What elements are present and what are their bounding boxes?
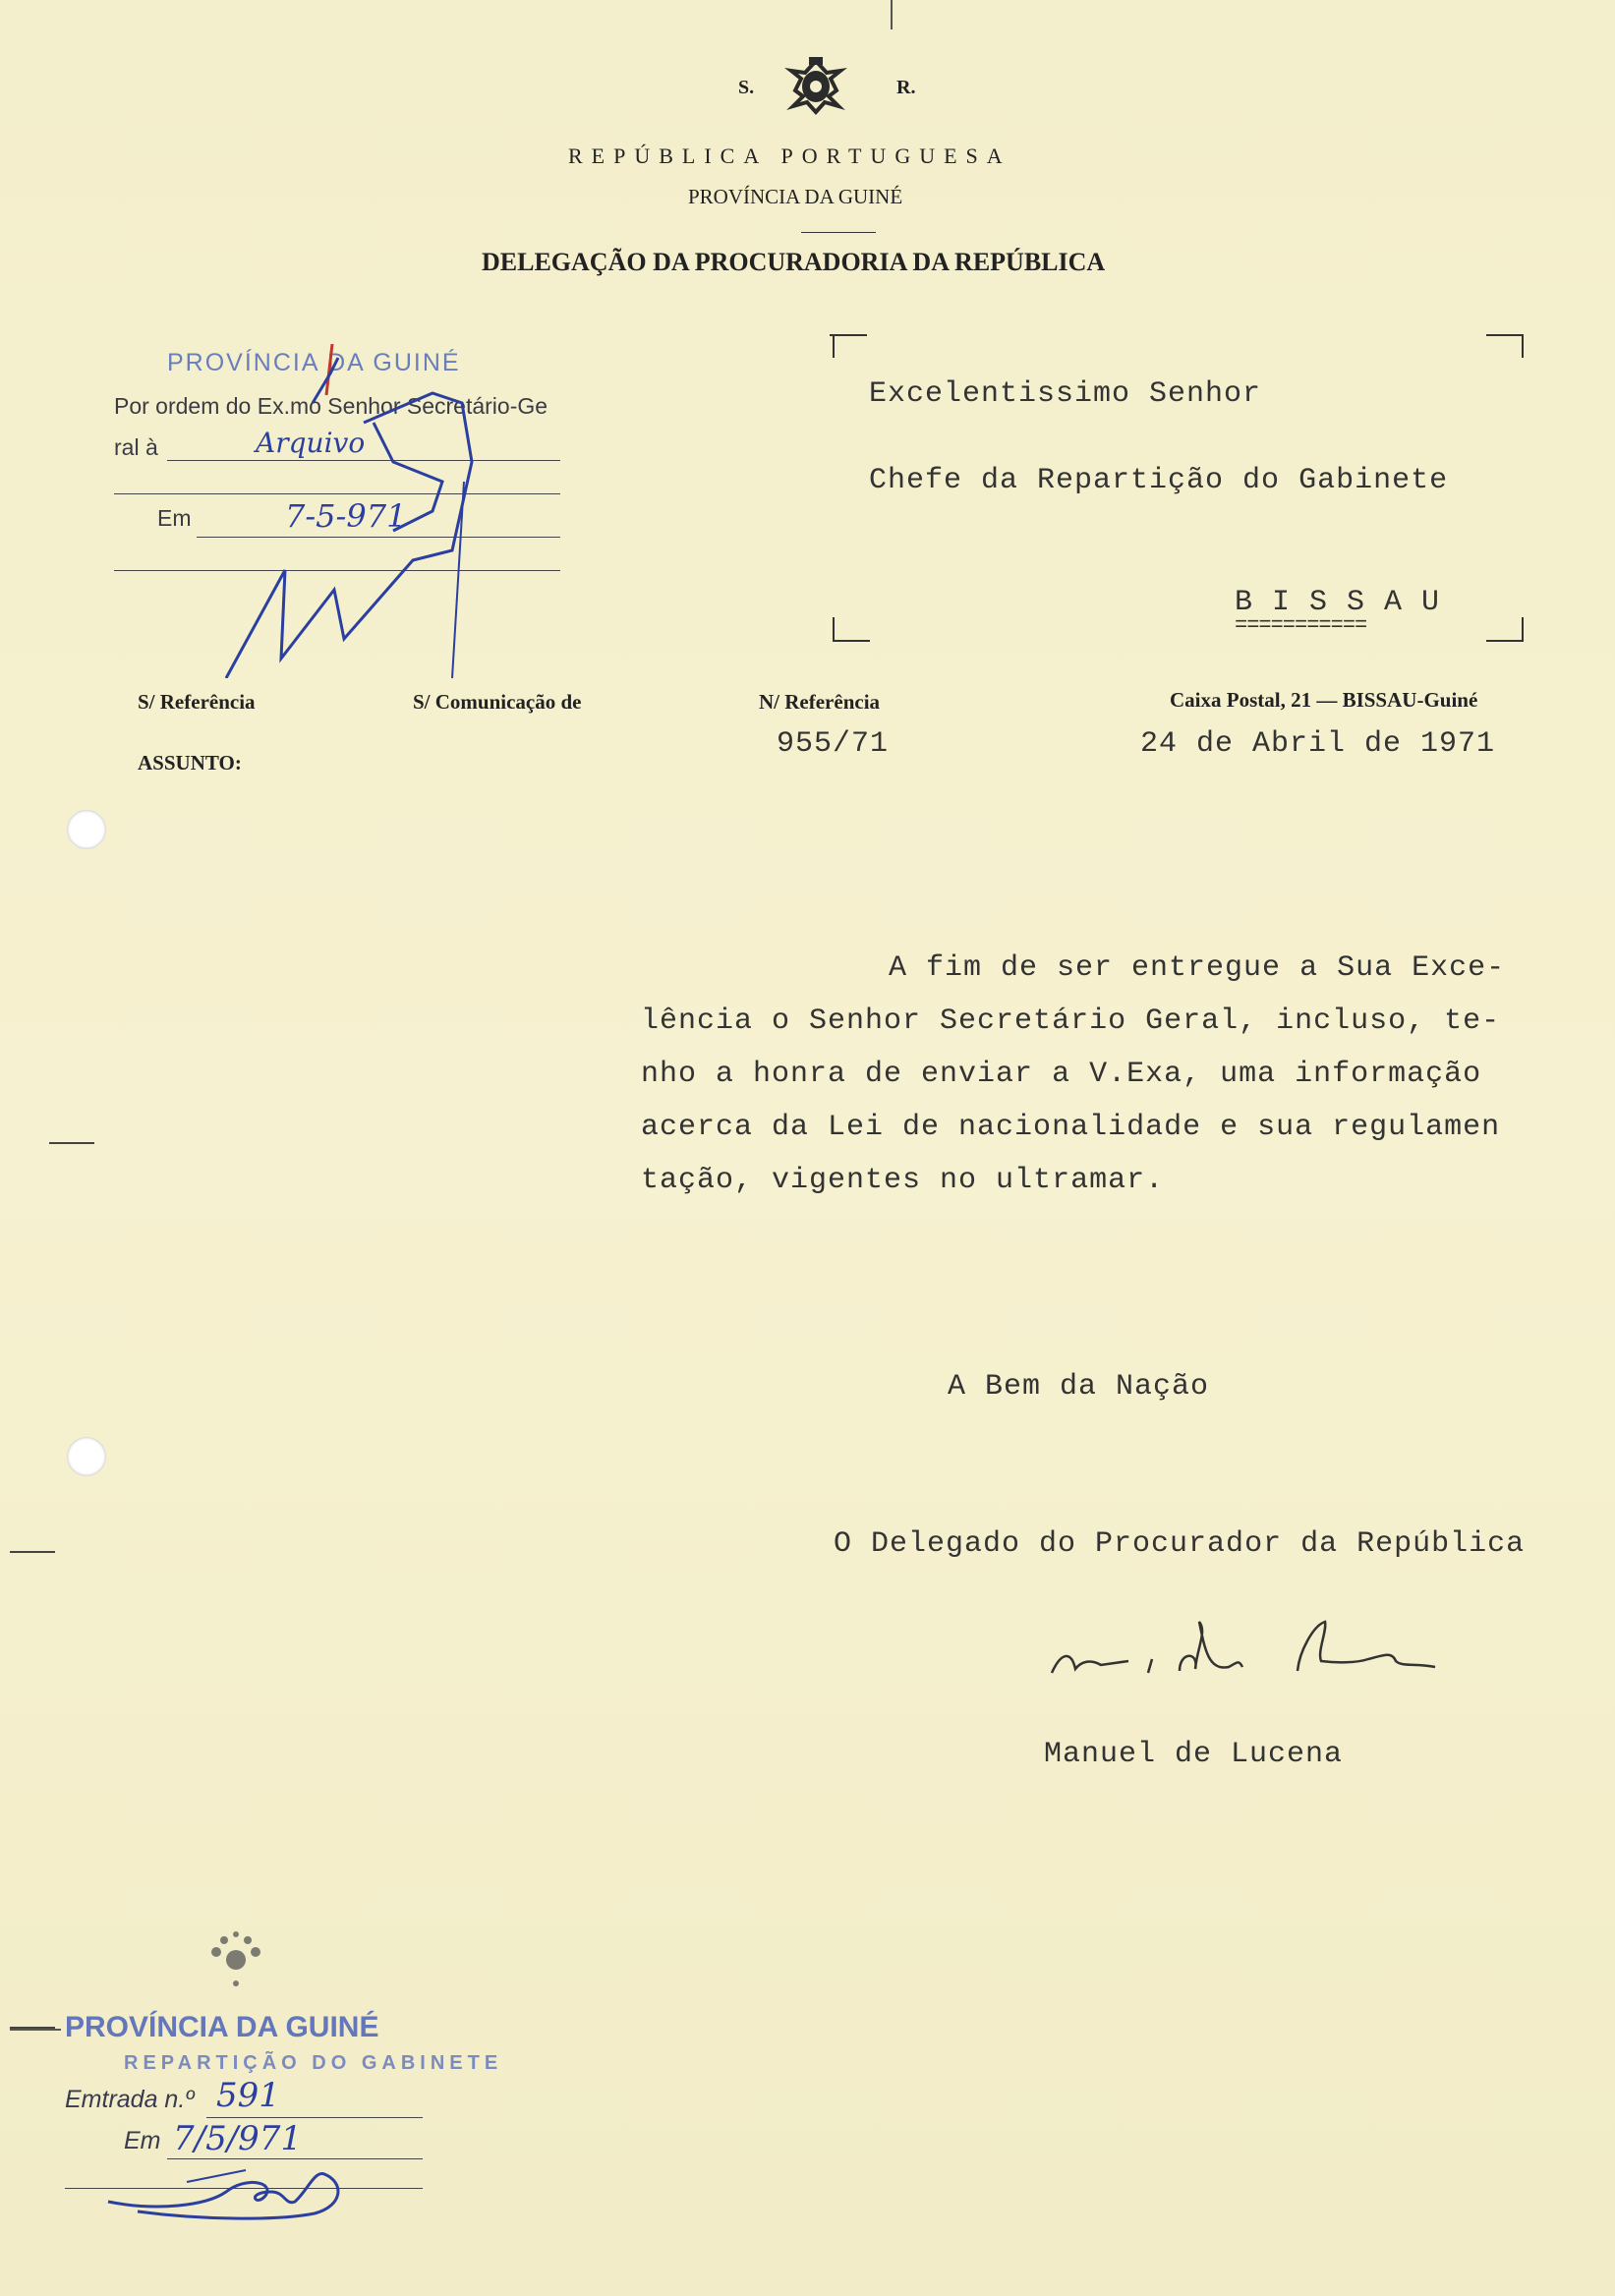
window-corner-mark-tl [830,334,867,336]
received-stamp-handwritten-destination: Arquivo [256,427,366,459]
coat-of-arms-icon [781,51,850,125]
fold-mark-lower [10,1551,55,1553]
entry-stamp-province: PROVÍNCIA DA GUINÉ [65,2011,379,2043]
addressee-city-underline: =========== [1235,613,1367,638]
window-corner-mark-bl [833,617,835,641]
letterhead-divider [801,232,876,233]
subject-label: ASSUNTO: [138,751,242,775]
punch-hole-upper [67,810,106,849]
letterhead-office: DELEGAÇÃO DA PROCURADORIA DA REPÚBLICA [482,248,1106,276]
your-reference-label: S/ Referência [138,690,256,714]
letter-date: 24 de Abril de 1971 [1140,727,1496,761]
window-corner-mark-tr [1486,334,1524,336]
entry-stamp-handwritten-initials [98,2162,413,2225]
received-stamp-line3-prefix: ral à [114,434,158,460]
entry-stamp-handwritten-date: 7/5/971 [173,2119,303,2158]
closing-salutation: A Bem da Nação [948,1370,1210,1404]
letterhead-province: PROVÍNCIA DA GUINÉ [688,185,903,208]
received-stamp-handwritten-date: 7-5-971 [285,497,407,535]
letterhead-country: REPÚBLICA PORTUGUESA [568,144,1011,168]
entry-stamp-entry-prefix: Emtrada n.º [65,2086,195,2113]
body-line-1: A fim de ser entregue a Sua Exce- [889,951,1506,985]
letterhead-right-initial: R. [896,77,916,98]
punch-hole-lower [67,1437,106,1476]
entry-stamp-entry-number: 591 [216,2076,280,2115]
postal-box: Caixa Postal, 21 — BISSAU-Guiné [1170,688,1478,712]
entry-stamp-date-prefix: Em [124,2127,161,2154]
handwritten-signature [1042,1612,1455,1691]
received-stamp-line2: Por ordem do Ex.mo Senhor Secretário-Ge [114,393,548,419]
body-line-4: acerca da Lei de nacionalidade e sua regulamen [641,1111,1501,1144]
signatory-name: Manuel de Lucena [1044,1738,1344,1771]
page-edge-mark [891,0,893,29]
your-communication-label: S/ Comunicação de [413,690,582,714]
letterhead-left-initial: S. [738,77,755,98]
our-reference-label: N/ Referência [759,690,881,714]
entry-stamp-section: REPARTIÇÃO DO GABINETE [124,2052,503,2074]
received-stamp-date-prefix: Em [157,505,192,531]
received-stamp-line1: PROVÍNCIA DA GUINÉ [167,349,461,376]
fold-mark-upper [49,1142,94,1144]
addressee-city: B I S S A U [1235,586,1441,619]
signatory-title: O Delegado do Procurador da República [834,1527,1526,1561]
received-stamp [98,344,570,609]
addressee-salutation: Excelentissimo Senhor [869,377,1262,411]
window-corner-mark-br [1522,617,1524,641]
body-line-5: tação, vigentes no ultramar. [641,1164,1165,1197]
body-line-3: nho a honra de enviar a V.Exa, uma informação [641,1058,1482,1091]
received-stamp-handwritten-initials [98,344,570,678]
addressee-recipient: Chefe da Repartição do Gabinete [869,464,1449,497]
entry-stamp [39,1930,503,2225]
entry-stamp-crest-icon [197,1930,275,1999]
body-line-2: lência o Senhor Secretário Geral, incluso, te- [641,1004,1501,1038]
our-reference-value: 955/71 [777,727,890,761]
